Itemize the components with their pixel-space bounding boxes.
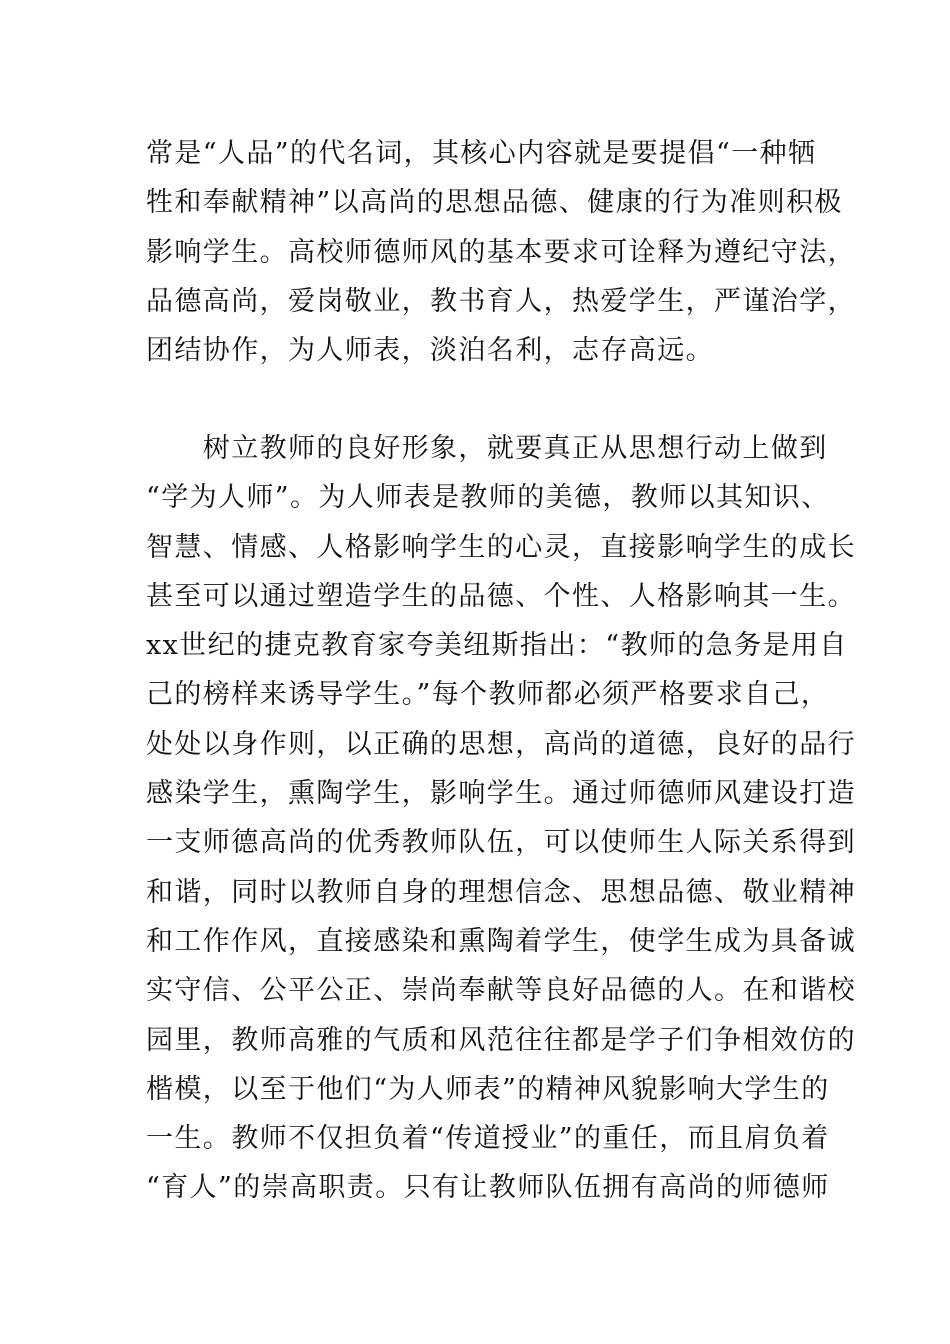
- text-line: 和谐，同时以教师自身的理想信念、思想品德、敬业精神: [146, 876, 856, 908]
- paragraph-1: [146, 129, 856, 375]
- text-line: 一生。教师不仅担负着“传道授业”的重任，而且肩负着: [146, 1123, 830, 1155]
- text-line: “学为人师”。为人师表是教师的美德，教师以其知识、: [146, 482, 830, 514]
- paragraph-2: [146, 424, 856, 1213]
- text-line: 感染学生，熏陶学生，影响学生。通过师德师风建设打造: [146, 778, 856, 810]
- text-line: 一支师德高尚的优秀教师队伍，可以使师生人际关系得到: [146, 827, 856, 859]
- text-line: 团结协作，为人师表，淡泊名利，志存高远。: [146, 335, 714, 367]
- text-line: 楷模，以至于他们“为人师表”的精神风貌影响大学生的: [146, 1073, 830, 1105]
- text-line: 常是“人品”的代名词，其核心内容就是要提倡“一种牺: [146, 138, 817, 169]
- text-line: xx世纪的捷克教育家夸美纽斯指出：“教师的急务是用自: [146, 630, 848, 662]
- text-line: 实守信、公平公正、崇尚奉献等良好品德的人。在和谐校: [146, 975, 856, 1007]
- text-line: 影响学生。高校师德师风的基本要求可诠释为遵纪守法，: [146, 236, 856, 268]
- text-line: 牲和奉献精神”以高尚的思想品德、健康的行为准则积极: [146, 187, 843, 219]
- text-line: 智慧、情感、人格影响学生的心灵，直接影响学生的成长: [146, 531, 856, 563]
- text-line: 和工作作风，直接感染和熏陶着学生，使学生成为具备诚: [146, 925, 856, 957]
- text-line: 树立教师的良好形象，就要真正从思想行动上做到: [146, 433, 828, 464]
- text-line: 品德高尚，爱岗敬业，教书育人，热爱学生，严谨治学，: [146, 285, 856, 317]
- text-line: “育人”的崇高职责。只有让教师队伍拥有高尚的师德师: [146, 1172, 830, 1204]
- text-line: 处处以身作则，以正确的思想，高尚的道德，良好的品行: [146, 728, 856, 760]
- text-line: 甚至可以通过塑造学生的品德、个性、人格影响其一生。: [146, 580, 856, 612]
- text-line: 园里，教师高雅的气质和风范往往都是学子们争相效仿的: [146, 1024, 856, 1056]
- text-line: 己的榜样来诱导学生。”每个教师都必须严格要求自己，: [146, 679, 830, 711]
